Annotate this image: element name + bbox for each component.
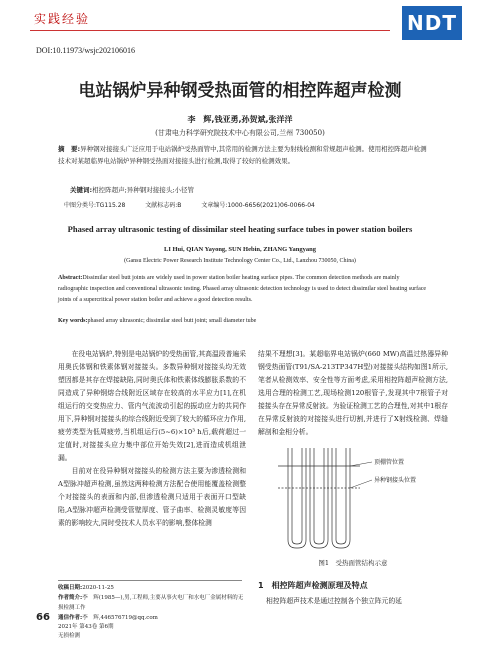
page-header xyxy=(0,0,480,46)
document-code: 文献标志码:B xyxy=(145,202,182,209)
keywords-cn xyxy=(70,185,194,194)
figure-label-joint: 异种钢接头位置 xyxy=(374,477,417,484)
section-label: 实践经验 xyxy=(34,12,91,26)
author-bio-text: 李 辉(1985—),男,工程师,主要从事火电厂和水电厂金属材料的无损检测工作 xyxy=(58,595,244,611)
issue-info xyxy=(58,623,114,641)
footnote xyxy=(58,583,248,623)
body-column-left xyxy=(58,348,246,530)
authors-cn: 李 辉,钱亚勇,孙贺斌,张洋洋 xyxy=(187,115,293,124)
tube-structure-figure xyxy=(268,448,448,553)
abstract-en-label: Abstract: xyxy=(58,275,83,281)
author-bio-label: 作者简介: xyxy=(58,595,83,601)
contact-label: 通信作者: xyxy=(58,615,83,621)
section-heading: 1 相控阵超声检测原理及特点 xyxy=(258,581,368,590)
received-value: 2020-11-25 xyxy=(82,585,114,591)
figure-label-roof: 顶棚管位置 xyxy=(374,459,405,466)
author-bio xyxy=(58,593,248,613)
abstract-cn xyxy=(58,143,430,167)
section-text: 相控阵超声技术是通过控制各个独立阵元的延 xyxy=(266,597,402,605)
keywords-cn-label: 关键词: xyxy=(70,186,93,194)
affiliation-cn: (甘肃电力科学研究院技术中心有限公司,兰州 730050) xyxy=(155,129,325,137)
classification-line xyxy=(64,200,424,209)
leader-line xyxy=(350,480,372,488)
contact-value[interactable]: 李 辉,446576719@qq.com xyxy=(82,615,158,621)
doi[interactable]: DOI:10.11973/wsjc202106016 xyxy=(36,46,136,55)
keywords-en-text: phased array ultrasonic; dissimilar steel butt joint; small diameter tube xyxy=(87,318,257,324)
article-number: 文章编号:1000-6656(2021)06-0066-04 xyxy=(201,202,315,209)
issue-line: 2021年 第43卷 第6期 xyxy=(58,624,114,630)
clc-number: 中图分类号:TG115.28 xyxy=(64,202,126,209)
abstract-en xyxy=(58,273,430,306)
abstract-cn-label: 摘 要: xyxy=(58,145,81,153)
abstract-cn-text: 异种钢对接接头广泛应用于电站锅炉受热面管中,其常用的检测方法主要为射线检测和常规超声检测。使用相控阵超声检测技术对某超临界电站锅炉异种钢受热面对接接头进行检测,取得了较好的检测效果。 xyxy=(58,145,427,165)
body-column-right xyxy=(258,348,448,439)
journal-name: 无损检测 xyxy=(58,633,81,639)
body-paragraph: 目前对在役异种钢对接接头的检测方法主要为渗透检测和A型脉冲超声检测,虽然这两种检测方法配合使用能覆盖检测整个对接接头的表面和内部,但渗透检测只适用于表面开口型缺陷,A型脉冲超声检测受管壁厚度、管子曲率、检测灵敏度等因素的影响较大,同时受技术人员水平的影响,整体检测 xyxy=(58,467,246,527)
keywords-en xyxy=(58,318,430,324)
body-paragraph: 结果不理想[3]。某超临界电站锅炉(660 MW)高温过热器异种钢受热面管(T91/SA-213TP347H型)对接接头结构如图1所示,笔者从检测效率、安全性等方面考虑,采用相控阵超声检测方法,选用合理的检测工艺,现场检测120根管子,发现其中7根管子对接接头存在异常反射波。为验证检测工艺的合理性,对其中1根存在异常反射波的对接接头进行切割,并进行了X射线检测、焊缝解剖和金相分析。 xyxy=(258,350,448,436)
corresponding-author xyxy=(58,613,248,623)
footnote-rule xyxy=(58,580,242,581)
affiliation-en: (Gansu Electric Power Research Institute Technology Center Co., Ltd., Lanzhou 730050, China) xyxy=(124,258,356,264)
keywords-cn-text: 相控阵超声;异种钢对接接头;小径管 xyxy=(92,186,194,194)
figure-caption: 图1 受热面管结构示意 xyxy=(318,559,388,567)
leader-line xyxy=(350,462,372,466)
body-paragraph: 在役电站锅炉,特别是电站锅炉的受热面管,其高温段普遍采用奥氏体钢和铁素体钢对接接头。多数异种钢对接接头均无效塑因都是其存在焊接缺陷,同时奥氏体和铁素体线膨胀系数的不同造成了异种钢熔合线附近区域存在较高的水平应力[1],在机组运行的交变热应力、管内气流波动引起的振动应力的共同作用下,异种钢对接接头的综合线附近受到了较大的循环应力作用,疲劳类型为低周疲劳,当机组运行(5~6)×10³ h后,载荷超过一定值时,对接接头应力集中部位开始失效[2],进而造成机组泄漏。 xyxy=(58,350,246,462)
abstract-en-text: Dissimilar steel butt joints are widely used in power station boiler heating surface pipes. The common detection methods are mainly radiographic inspection and conventional ultrasonic testing. Phased array ultrasonic detection technology is used to detect dissimilar steel heating surface joints of a supercritical power station boiler and achieve a good detection results. xyxy=(58,275,427,303)
page-number: 66 xyxy=(36,612,50,623)
title-en: Phased array ultrasonic testing of dissimilar steel heating surface tubes in power station boilers xyxy=(67,224,413,234)
received-label: 收稿日期: xyxy=(58,585,83,591)
journal-logo: NDT xyxy=(402,6,462,40)
tube-bundle xyxy=(288,448,350,548)
authors-en: LI Hui, QIAN Yayong, SUN Hebin, ZHANG Yangyang xyxy=(164,246,316,253)
received-date xyxy=(58,583,248,593)
header-rule xyxy=(30,30,390,31)
keywords-en-label: Key words: xyxy=(58,318,88,324)
title-cn: 电站锅炉异种钢受热面管的相控阵超声检测 xyxy=(78,81,402,101)
